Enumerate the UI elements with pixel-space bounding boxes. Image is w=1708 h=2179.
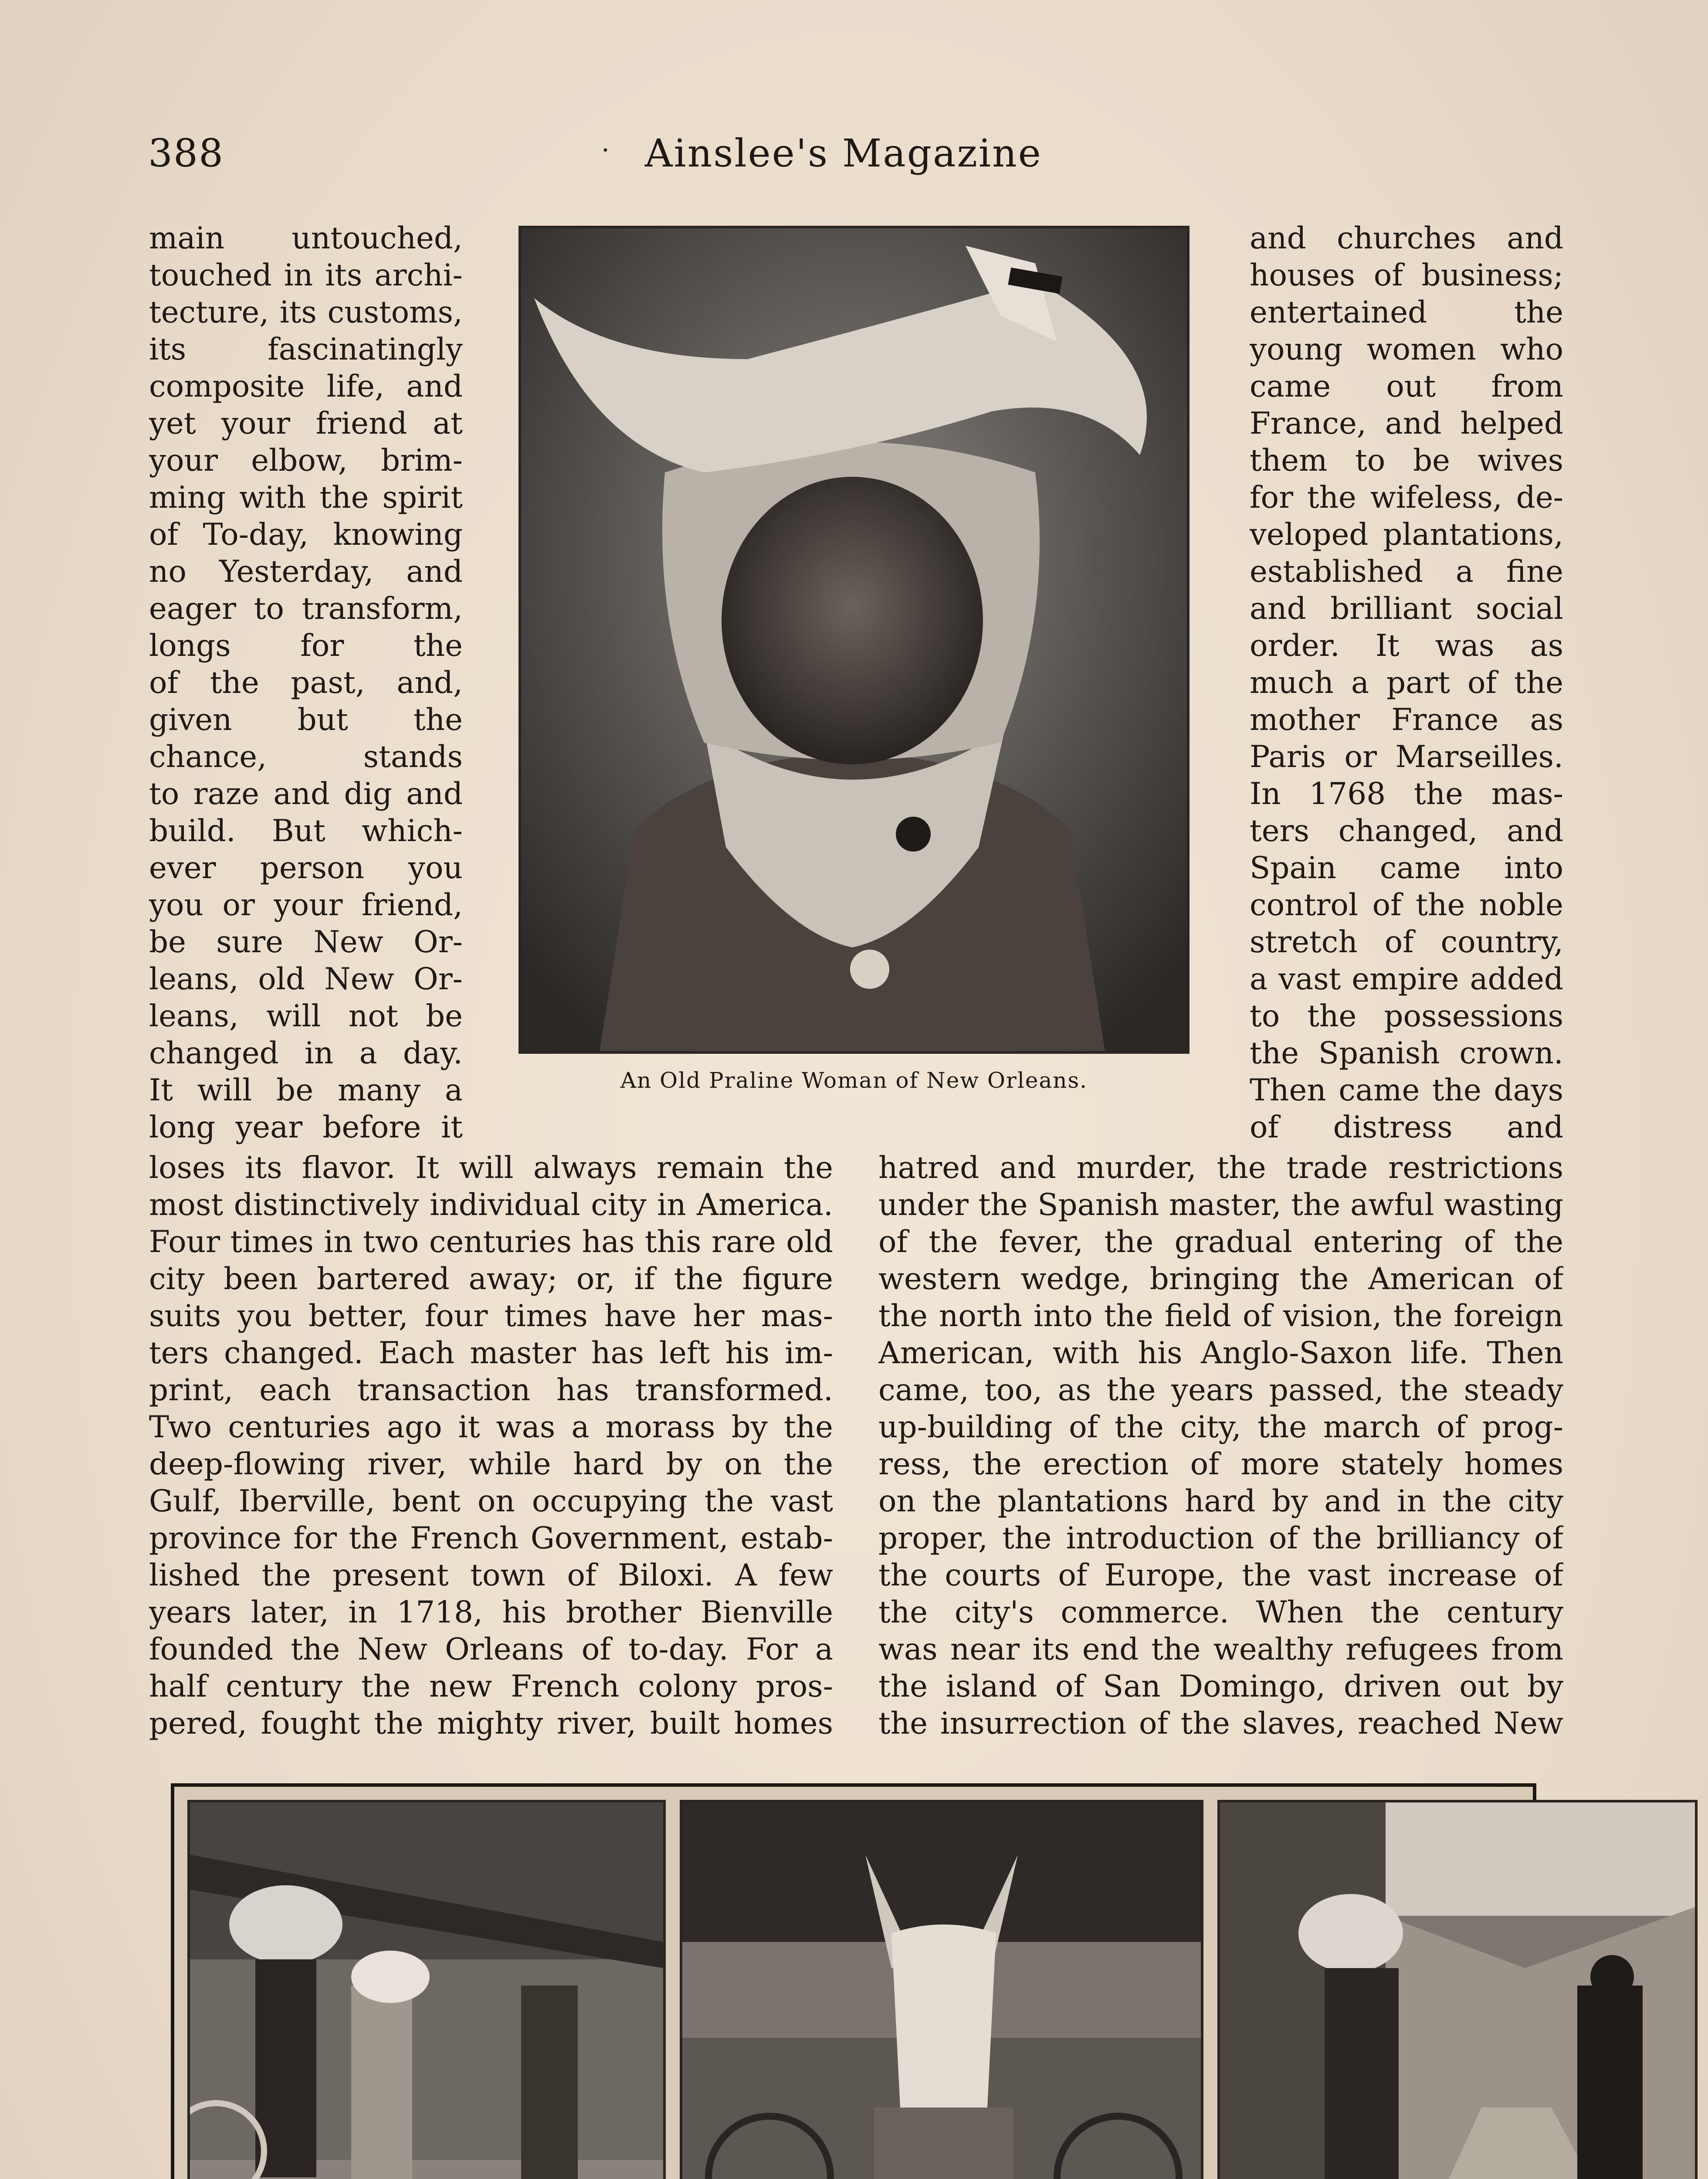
right-wide-line: of the fever, the gradual entering of the [878, 1225, 1563, 1259]
right-wide-line: western wedge, bringing the American of [878, 1262, 1563, 1297]
right-narrow-line: In 1768 the mas- [1250, 777, 1563, 811]
left-wide-line: years later, in 1718, his brother Bienville [149, 1595, 833, 1630]
left-wide-line: pered, fought the mighty river, built homes [149, 1706, 833, 1741]
right-wide-line: the city's commerce. When the century [878, 1595, 1563, 1630]
left-narrow-line: composite life, and [149, 369, 463, 404]
right-narrow-line: much a part of the [1250, 665, 1563, 700]
right-narrow-line: came out from [1250, 369, 1563, 404]
right-narrow-line: Paris or Marseilles. [1250, 740, 1563, 774]
right-wide-line: came, too, as the years passed, the steady [878, 1373, 1563, 1408]
right-narrow-line: them to be wives [1250, 443, 1563, 478]
left-narrow-line: long year before it [149, 1110, 463, 1145]
left-narrow-line: you or your friend, [149, 888, 463, 923]
left-wide-line: lished the present town of Biloxi. A few [149, 1558, 833, 1593]
right-narrow-column [1250, 220, 1563, 1146]
left-narrow-line: It will be many a [149, 1073, 463, 1108]
left-narrow-line: tecture, its customs, [149, 295, 463, 330]
left-narrow-line: longs for the [149, 628, 463, 663]
left-narrow-line: main untouched, [149, 221, 463, 256]
mule-photo [680, 1800, 1203, 2179]
right-wide-line: the courts of Europe, the vast increase of [878, 1558, 1563, 1593]
right-narrow-line: order. It was as [1250, 628, 1563, 663]
right-narrow-line: Then came the days [1250, 1073, 1563, 1108]
right-narrow-line: and churches and [1250, 221, 1563, 256]
right-narrow-line: control of the noble [1250, 888, 1563, 923]
right-wide-line: the north into the field of vision, the foreign [878, 1299, 1563, 1334]
left-narrow-line: changed in a day. [149, 1036, 463, 1071]
right-wide-line: ress, the erection of more stately homes [878, 1447, 1563, 1482]
right-wide-line: hatred and murder, the trade restrictions [878, 1151, 1563, 1185]
left-narrow-line: given but the [149, 703, 463, 737]
right-narrow-line: ters changed, and [1250, 814, 1563, 849]
header-dot: · [601, 135, 610, 166]
right-narrow-line: entertained the [1250, 295, 1563, 330]
left-wide-line: most distinctively individual city in America. [149, 1188, 833, 1222]
right-narrow-line: Spain came into [1250, 851, 1563, 886]
left-wide-line: suits you better, four times have her mas- [149, 1299, 833, 1334]
left-narrow-line: chance, stands [149, 740, 463, 774]
left-narrow-line: of To-day, knowing [149, 517, 463, 552]
left-narrow-line: ever person you [149, 851, 463, 886]
page-number: 388 [148, 131, 224, 176]
left-wide-line: Two centuries ago it was a morass by the [149, 1410, 833, 1445]
right-narrow-line: the Spanish crown. [1250, 1036, 1563, 1071]
left-narrow-line: no Yesterday, and [149, 554, 463, 589]
left-narrow-line: be sure New Or- [149, 925, 463, 960]
right-wide-line: American, with his Anglo-Saxon life. Then [878, 1336, 1563, 1371]
left-narrow-line: touched in its archi- [149, 258, 463, 293]
left-narrow-line: leans, will not be [149, 999, 463, 1034]
left-wide-line: founded the New Orleans of to-day. For a [149, 1632, 833, 1667]
right-narrow-line: established a fine [1250, 554, 1563, 589]
right-wide-line: was near its end the wealthy refugees from [878, 1632, 1563, 1667]
left-wide-line: half century the new French colony pros- [149, 1669, 833, 1704]
left-narrow-column [149, 220, 463, 1146]
right-narrow-line: mother France as [1250, 703, 1563, 737]
right-narrow-line: houses of business; [1250, 258, 1563, 293]
left-wide-column [149, 1150, 833, 1742]
left-narrow-line: leans, old New Or- [149, 962, 463, 997]
left-wide-line: deep-flowing river, while hard by on the [149, 1447, 833, 1482]
left-wide-line: print, each transaction has transformed. [149, 1373, 833, 1408]
left-wide-line: loses its flavor. It will always remain the [149, 1151, 833, 1185]
left-narrow-line: to raze and dig and [149, 777, 463, 811]
right-narrow-line: to the possessions [1250, 999, 1563, 1034]
right-wide-line: the insurrection of the slaves, reached New [878, 1706, 1563, 1741]
right-wide-line: on the plantations hard by and in the city [878, 1484, 1563, 1519]
right-narrow-line: young women who [1250, 332, 1563, 367]
right-wide-column [878, 1150, 1563, 1742]
right-wide-line: up-building of the city, the march of prog- [878, 1410, 1563, 1445]
left-narrow-line: eager to transform, [149, 591, 463, 626]
main-photo-caption: An Old Praline Woman of New Orleans. [620, 1068, 1088, 1093]
magazine-title: Ainslee's Magazine [645, 131, 1042, 176]
left-wide-line: city been bartered away; or, if the figure [149, 1262, 833, 1297]
left-wide-line: ters changed. Each master has left his im- [149, 1336, 833, 1371]
left-wide-line: Four times in two centuries has this rare old [149, 1225, 833, 1259]
left-narrow-line: ming with the spirit [149, 480, 463, 515]
left-narrow-line: your elbow, brim- [149, 443, 463, 478]
right-narrow-line: and brilliant social [1250, 591, 1563, 626]
left-narrow-line: yet your friend at [149, 406, 463, 441]
right-narrow-line: a vast empire added [1250, 962, 1563, 997]
left-narrow-line: build. But which- [149, 814, 463, 849]
right-wide-line: under the Spanish master, the awful wasting [878, 1188, 1563, 1222]
right-narrow-line: France, and helped [1250, 406, 1563, 441]
right-narrow-line: veloped plantations, [1250, 517, 1563, 552]
right-narrow-line: stretch of country, [1250, 925, 1563, 960]
right-wide-line: the island of San Domingo, driven out by [878, 1669, 1563, 1704]
right-narrow-line: for the wifeless, de- [1250, 480, 1563, 515]
left-wide-line: Gulf, Iberville, bent on occupying the vast [149, 1484, 833, 1519]
french-market-photo [187, 1800, 666, 2179]
right-narrow-line: of distress and [1250, 1110, 1563, 1145]
left-wide-line: province for the French Government, estab- [149, 1521, 833, 1556]
photo-strip [171, 1783, 1536, 2179]
negro-quarters-photo [1217, 1800, 1698, 2179]
left-narrow-line: its fascinatingly [149, 332, 463, 367]
left-narrow-line: of the past, and, [149, 665, 463, 700]
right-wide-line: proper, the introduction of the brilliancy of [878, 1521, 1563, 1556]
praline-woman-photo [518, 226, 1190, 1054]
